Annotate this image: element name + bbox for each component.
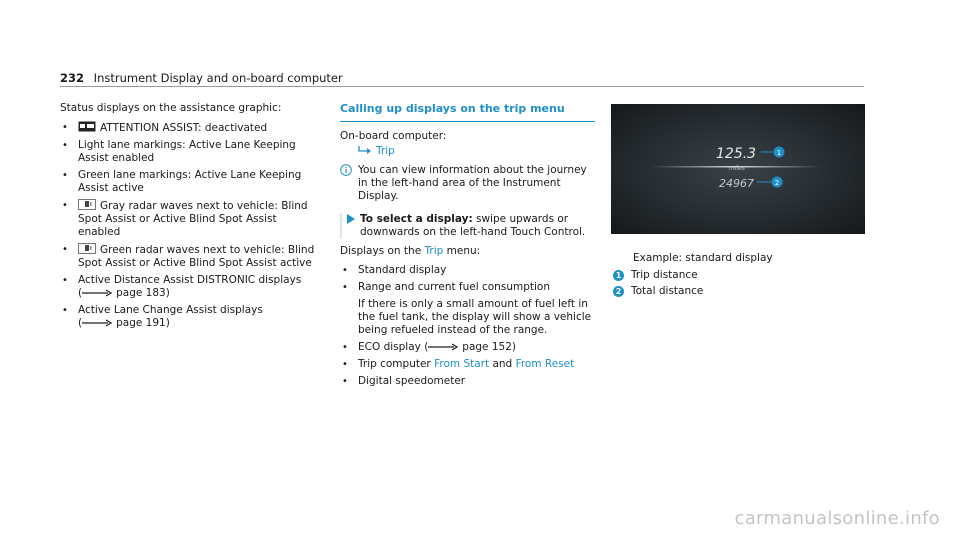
status-item-text: Gray radar waves next to vehicle: Blind Spot Assist or Active Blind Spot Assist enabled (78, 200, 308, 238)
bullet: • (62, 275, 68, 286)
eco-text: ECO display ( (358, 341, 429, 353)
list-item (60, 243, 318, 270)
unit-label: miles (729, 165, 745, 172)
radar-waves-icon (78, 199, 96, 210)
fuel-note: If there is only a small amount of fuel left in the fuel tank, the display will show a vehicle being refueled instead of the range. (358, 298, 592, 336)
legend-badge: 1 (613, 270, 624, 281)
list-item (340, 341, 595, 354)
eco-page-ref[interactable]: page 152) (462, 341, 516, 353)
legend-item-trip (611, 269, 865, 282)
page-number: 232 (60, 71, 85, 85)
bullet: • (342, 265, 348, 276)
list-item (60, 304, 318, 330)
instruction-step (340, 213, 595, 239)
legend-text: Total distance (631, 285, 704, 297)
lane-change-text: Active Lane Change Assist displays (78, 304, 263, 316)
marker-2-label: 2 (774, 179, 780, 187)
open-paren: ( (78, 287, 83, 299)
list-item (340, 375, 595, 388)
info-icon (340, 164, 352, 176)
step-text: swipe upwards or downwards on the left-hand Touch Control. (360, 213, 586, 238)
trip-computer-text: Trip computer (358, 358, 431, 370)
bullet: • (342, 342, 348, 353)
list-item (60, 274, 318, 300)
legend-item-total (611, 285, 865, 298)
lane-change-page-ref[interactable]: page 191) (116, 317, 170, 329)
page-header (60, 72, 343, 85)
display-item-text: Standard display (358, 264, 447, 276)
list-item (340, 281, 595, 294)
status-item-text: ATTENTION ASSIST: deactivated (100, 122, 268, 134)
column-status-displays (60, 102, 318, 334)
display-item-text: Range and current fuel consumption (358, 281, 550, 293)
status-item-text: Light lane markings: Active Lane Keeping Assist enabled (78, 139, 296, 164)
total-distance-value: 24967 (719, 177, 754, 190)
list-item (340, 358, 595, 371)
instrument-display-screenshot (611, 104, 865, 234)
list-item (60, 199, 318, 239)
attention-assist-off-icon (78, 121, 96, 132)
page-header-title: Instrument Display and on-board computer (93, 71, 343, 85)
trip-display-list (340, 264, 595, 294)
bullet: • (342, 359, 348, 370)
page-reference-arrow-icon[interactable] (82, 319, 112, 327)
radar-waves-icon (78, 243, 96, 254)
bullet: • (62, 122, 68, 133)
menu-path-trip[interactable]: Trip (376, 145, 395, 157)
watermark: carmanualsonline.info (734, 508, 940, 529)
display-item-text: Digital speedometer (358, 375, 466, 387)
status-list (60, 121, 318, 330)
page-reference-arrow-icon[interactable] (428, 343, 458, 351)
step-triangle-icon (347, 214, 355, 224)
info-note (340, 164, 595, 203)
list-item (60, 169, 318, 195)
bullet: • (62, 244, 68, 255)
status-intro: Status displays on the assistance graphic: (60, 102, 282, 114)
header-divider (60, 86, 864, 87)
section-heading: Calling up displays on the trip menu (340, 102, 595, 122)
bullet: • (62, 200, 68, 211)
legend-badge: 2 (613, 286, 624, 297)
list-item (340, 264, 595, 277)
legend-text: Trip distance (631, 269, 698, 281)
step-label: To select a display: (360, 213, 473, 225)
list-item (60, 121, 318, 135)
column-example (611, 104, 865, 301)
bullet: • (342, 282, 348, 293)
trip-display-list-2 (340, 341, 595, 388)
open-paren: ( (78, 317, 83, 329)
status-item-text: Green radar waves next to vehicle: Blind Spot Assist or Active Blind Spot Assist active (78, 244, 315, 269)
marker-1-label: 1 (776, 149, 782, 157)
status-item-text: Green lane markings: Active Lane Keeping Assist active (78, 169, 302, 194)
menu-path-arrow-icon (358, 146, 372, 155)
displays-intro (340, 245, 595, 258)
bullet: • (62, 305, 68, 316)
from-start-link[interactable]: From Start (434, 358, 490, 370)
trip-computer-and: and (492, 358, 513, 370)
trip-distance-value: 125.3 (716, 146, 757, 162)
trip-link[interactable]: Trip (424, 245, 444, 257)
distronic-text: Active Distance Assist DISTRONIC displays (78, 274, 302, 286)
column-trip-menu (340, 102, 595, 392)
page-reference-arrow-icon[interactable] (82, 289, 112, 297)
example-caption: Example: standard display (633, 252, 773, 264)
bullet: • (62, 140, 68, 151)
info-note-text: You can view information about the journey in the left-hand area of the Instrument Display. (358, 164, 587, 202)
bullet: • (342, 376, 348, 387)
distronic-page-ref[interactable]: page 183) (116, 287, 170, 299)
displays-prefix: Displays on the (340, 245, 422, 257)
displays-suffix: menu: (446, 245, 481, 257)
onboard-label: On-board computer: (340, 130, 447, 142)
from-reset-link[interactable]: From Reset (515, 358, 575, 370)
bullet: • (62, 170, 68, 181)
menu-path (340, 145, 595, 158)
list-item (60, 139, 318, 165)
